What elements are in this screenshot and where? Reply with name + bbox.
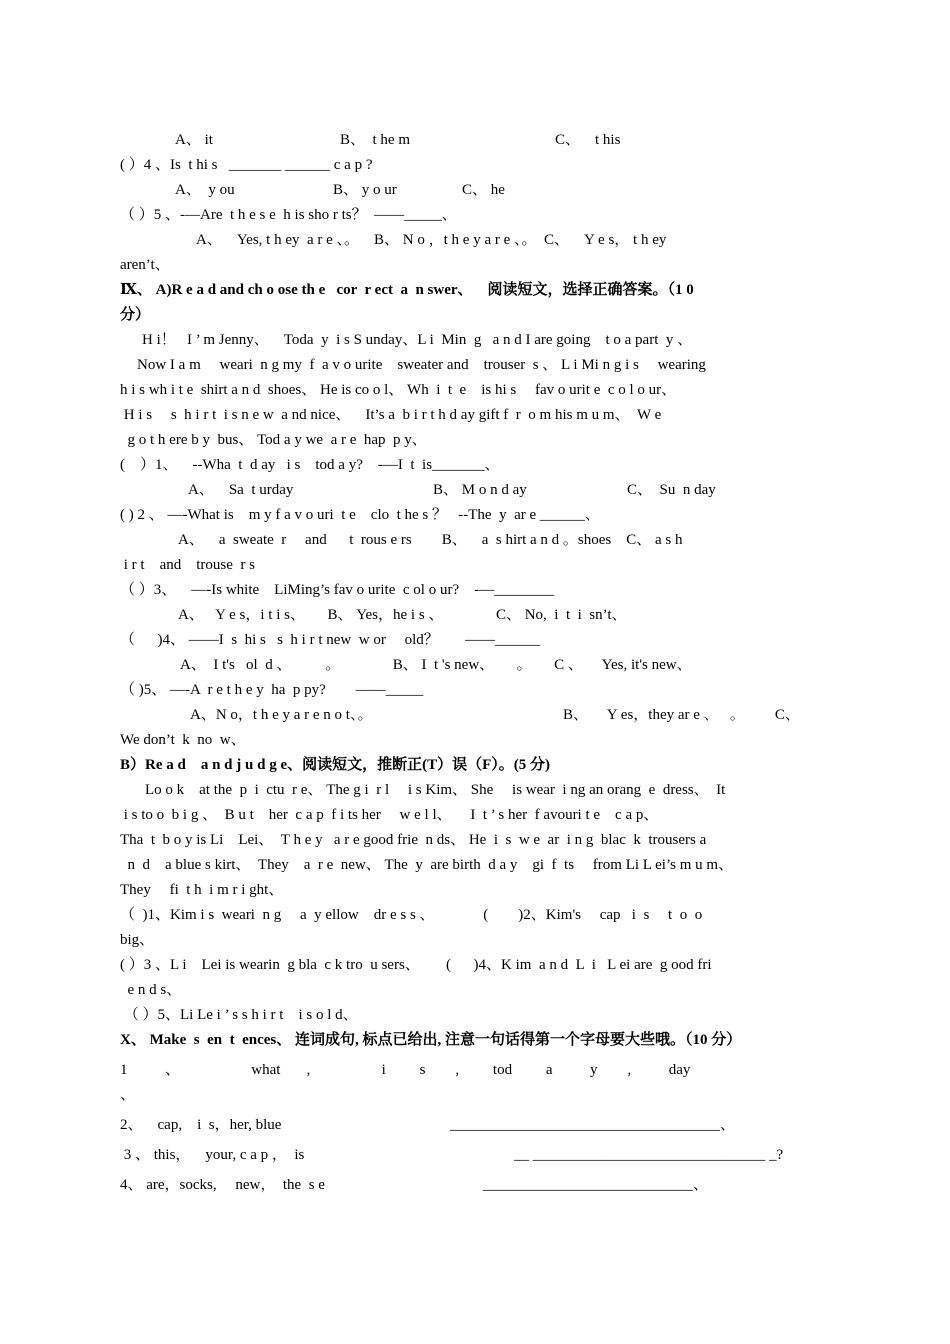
text-line: C、 t his: [555, 132, 621, 148]
text-line: A、 a sweate r and t rous e rs B、 a s hirt a n d 。shoes C、 a s h: [178, 532, 683, 548]
section-heading: X、 Make s en t ences、 连词成句, 标点已给出, 注意一句话得第一个字母要大些哦。（10 分）: [120, 1032, 742, 1048]
text-line: A、 Yes, t h ey a r e 、。 B、 N o ，t h e y a r e 、。 C、 Y e s， t h ey: [196, 232, 667, 248]
text-line: ( ）1、 --Wha t d ay i s tod a y? -—I t is_______、: [120, 457, 500, 473]
text-line: big、: [120, 932, 155, 948]
text-line: ( ) 2 、 —-What is m y f a v o uri t e clo t he s ？ --The y ar e ______、: [120, 507, 600, 523]
section-heading: Ⅸ、 A)R e a d and ch o ose th e cor r ect a n swer、 阅读短文，选择正确答案。（1 0: [120, 282, 694, 298]
text-line: n d a blue s kirt、 They a r e new、 The y are birth d a y gi f ts from Li L ei’s m u m、: [120, 857, 734, 873]
text-line: 4、 are，socks, new， the s e: [120, 1177, 325, 1193]
text-line: A、 Sa t urday: [188, 482, 294, 498]
text-line: i s to o b i g 、 B u t her c a p f i ts her w e l l、 I t ’ s her f avouri t e c a p、: [120, 807, 659, 823]
text-line: Now I a m weari n g my f a v o urite sweater and trouser s 、 L i Mi n g i s wearing: [137, 357, 706, 373]
text-line: A、N o，t h e y a r e n o t、。: [190, 707, 373, 723]
text-line: h i s wh i t e shirt a n d shoes、 He is co o l、 Wh i t e is hi s fav o urit e c o l o ur、: [120, 382, 677, 398]
text-line: g o t h ere b y bus、 Tod a y we a r e hap p y、: [120, 432, 427, 448]
text-line: ( ）4 、Is t hi s _______ ______ c a p ?: [120, 157, 373, 173]
text-line: C、 Su n day: [627, 482, 716, 498]
text-line: A、 I t's ol d 、 。 B、 I t 's new、 。 C 、 Yes, it's new、: [180, 657, 692, 673]
text-line: ( ）3 、L i Lei is wearin g bla c k tro u sers、 ( )4、K im a n d L i L ei are g ood fri: [120, 957, 712, 973]
text-line: （ )4、 ——I s hi s s h i r t new w or old？ ——______: [120, 632, 540, 648]
text-line: （ )5、 —-A r e t h e y ha p py? ——_____: [120, 682, 424, 698]
text-line: H i s s h i r t i s n e w a nd nice、 It’s a b i r t h d ay gift f r o m his m u m、 W e: [120, 407, 662, 423]
text-line: ____________________________、: [483, 1177, 709, 1193]
text-line: aren’t、: [120, 257, 170, 273]
text-line: （ ）5 、-—Are t h e s e h is sho r ts？ ——_____、: [120, 207, 457, 223]
section-heading: 分）: [120, 307, 151, 323]
text-line: 3 、 this， your, c a p ， is: [120, 1147, 305, 1163]
text-line: A、 y ou: [175, 182, 235, 198]
text-line: __ _______________________________ _?: [514, 1147, 784, 1163]
text-line: They fi t h i m r i ght、: [120, 882, 284, 898]
text-line: （ ）3、 —-Is white LiMing’s fav o urite c ol o ur? -—________: [120, 582, 555, 598]
text-line: e n d s、: [120, 982, 182, 998]
text-line: C、 he: [462, 182, 505, 198]
text-line: B、 y o ur: [333, 182, 397, 198]
text-line: 、: [120, 1087, 136, 1103]
section-heading: B）Re a d a n d j u d g e、阅读短文，推断正(T）误（F）。(5 分): [120, 757, 551, 773]
text-line: 2、 cap, i s，her, blue: [120, 1117, 282, 1133]
text-line: B、 t he m: [340, 132, 410, 148]
text-line: 1 、 what , i s , tod a y , day: [120, 1062, 691, 1078]
text-line: i r t and trouse r s: [120, 557, 255, 573]
text-line: （ )1、Kim i s weari n g a y ellow dr e s s 、 ( )2、Kim's cap i s t o o: [120, 907, 703, 923]
text-line: B、 Y es，they ar e 、 。 C、: [563, 707, 800, 723]
text-line: H i！ I ’ m Jenny、 Toda y i s S unday、L i Min g a n d I are going t o a part y 、: [142, 332, 693, 348]
text-line: ____________________________________、: [450, 1117, 736, 1133]
text-line: A、 it: [175, 132, 213, 148]
text-line: B、 M o n d ay: [433, 482, 527, 498]
text-line: We don’t k no w、: [120, 732, 246, 748]
text-line: A、 Y e s，i t i s、 B、 Yes，he i s 、 C、 No, i t i sn’t、: [178, 607, 627, 623]
text-line: Tha t b o y is Li Lei、 T h e y a r e good frie n ds、 He i s w e ar i n g blac k trousers a: [120, 832, 707, 848]
text-line: Lo o k at the p i ctu r e、 The g i r l i s Kim、 She is wear i ng an orang e dress、 It: [145, 782, 726, 798]
text-line: （ ）5、Li Le i ’ s s h i r t i s o l d、: [120, 1007, 358, 1023]
